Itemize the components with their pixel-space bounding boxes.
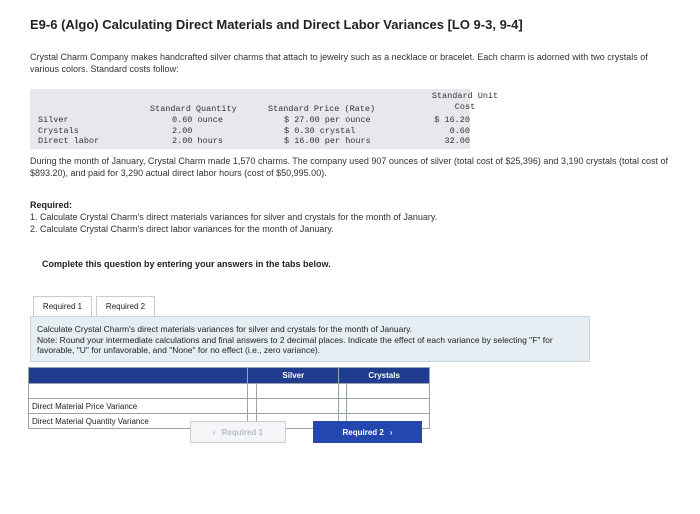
required-list [30,211,437,235]
header-unit-cost [425,91,505,112]
required-heading: Required: [30,200,73,210]
next-label: Required 2 [342,427,384,437]
header-blank [29,368,248,384]
required-item: 2. Calculate Crystal Charm's direct labor variances for the month of January. [30,224,334,234]
standard-costs-table [30,89,499,149]
header-silver: Silver [248,368,339,384]
january-facts: During the month of January, Crystal Charm made 1,570 charms. The company used 907 ounces of silver (total cost of $25,396) and 3,190 crystals (total cost of $893.20), and paid for 3,290 actual direct labor hours (cost of $50,995.00). [30,156,668,178]
row-quantity: 2.00 [172,125,193,136]
crystals-price-effect-field[interactable] [347,399,429,413]
price-variance-label: Direct Material Price Variance [29,399,248,414]
instruction-line: Calculate Crystal Charm's direct materials variances for silver and crystals for the month of January. [37,324,413,334]
row-quantities [172,115,223,147]
row-costs [424,115,470,147]
silver-effect-spacer [248,384,256,399]
tab-required-1[interactable]: Required 1 [33,296,92,317]
answer-spacer-row [29,384,430,399]
complete-note: Complete this question by entering your answers in the tabs below. [42,259,331,269]
crystals-price-variance-effect[interactable] [347,399,430,414]
row-price: $ 0.30 crystal [284,125,356,136]
silver-price-variance-effect[interactable] [256,399,339,414]
instruction-note: Note: Round your intermediate calculations and final answers to 2 decimal places. Indicate the effect of each variance by selecting "F" for favorable, "U" for unfavorable, and "None" for no effect (i.e., zero variance). [37,334,553,355]
silver-price-variance-field[interactable] [248,399,255,413]
instruction-panel [30,316,590,362]
row-quantity: 0.60 ounce [172,115,224,125]
chevron-left-icon: ‹ [212,427,216,437]
spacer-label [29,384,248,399]
chevron-right-icon: › [389,427,393,437]
crystals-price-variance-field[interactable] [339,399,346,413]
variance-answer-table [28,367,430,429]
row-name: Direct labor [38,136,100,146]
crystals-price-variance-input[interactable] [339,399,347,414]
intro-text: Crystal Charm Company makes handcrafted silver charms that attach to jewelry such as a necklace or bracelet. Each charm is adorned with two crystals of various colors. Standard costs follow: [30,52,648,74]
row-price: $ 27.00 per ounce [284,115,371,125]
row-names [38,115,99,147]
row-cost: 0.60 [449,125,470,136]
required-item: 1. Calculate Crystal Charm's direct materials variances for silver and crystals for the month of January. [30,212,438,222]
silver-price-variance-input[interactable] [248,399,256,414]
header-unit-cost-line2: Cost [454,101,476,112]
page-title: E9-6 (Algo) Calculating Direct Materials and Direct Labor Variances [LO 9-3, 9-4] [30,17,523,32]
next-required-button[interactable] [313,421,422,443]
quantity-variance-label: Direct Material Quantity Variance [29,414,248,429]
header-crystals: Crystals [339,368,430,384]
prev-label: Required 1 [221,427,263,437]
instruction-text [37,324,582,356]
row-prices [284,115,371,147]
crystals-effect-spacer [339,384,347,399]
row-name: Crystals [38,125,79,136]
header-quantity: Standard Quantity [150,104,237,114]
header-price: Standard Price (Rate) [268,104,376,114]
answer-header-row [29,368,430,384]
crystals-value-spacer [347,384,430,399]
row-price: $ 16.00 per hours [284,136,371,146]
row-cost: 32.00 [444,136,470,146]
table-row [29,399,430,414]
row-quantity: 2.00 hours [172,136,224,146]
prev-required-button[interactable] [190,421,286,443]
tab-required-2[interactable]: Required 2 [96,296,155,317]
row-cost: $ 16.20 [434,115,470,125]
silver-value-spacer [256,384,339,399]
silver-price-effect-field[interactable] [257,399,339,413]
header-unit-cost-line1: Standard Unit [431,91,499,101]
row-name: Silver [38,115,69,125]
